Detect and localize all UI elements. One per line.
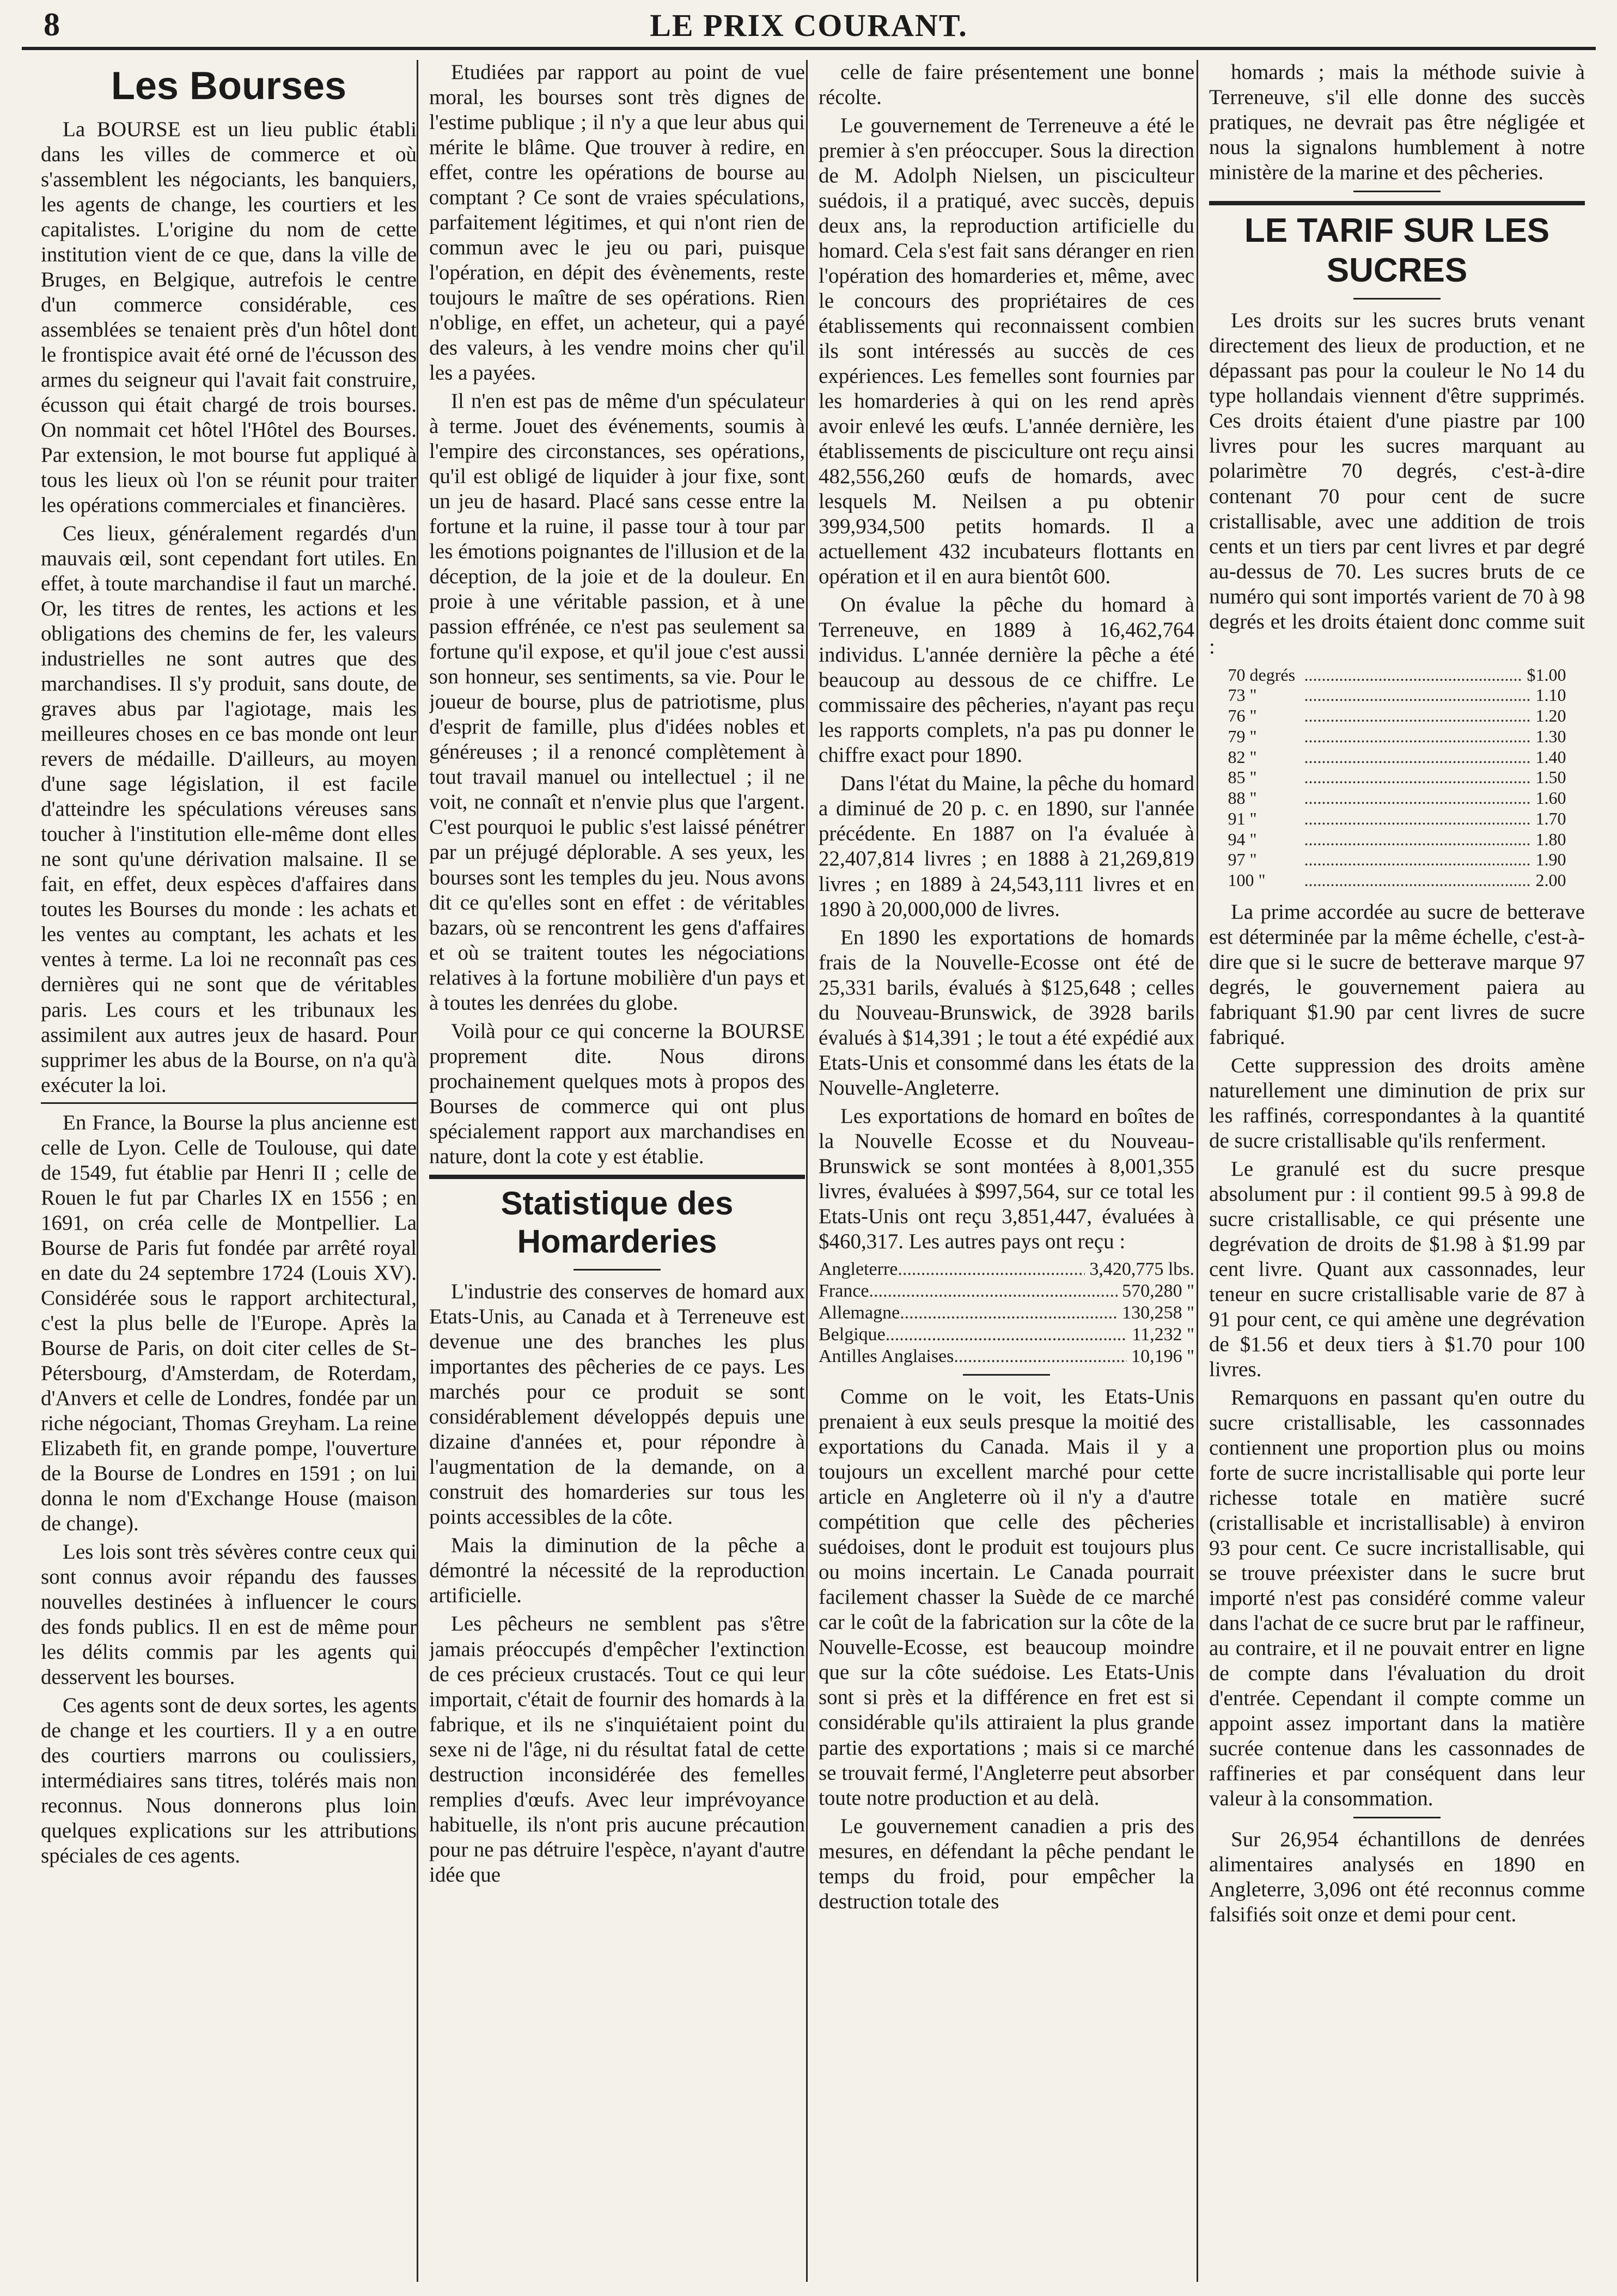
column-rule [1197,60,1198,2282]
article-heading-sucres: LE TARIF SUR LES SUCRES [1244,212,1550,290]
section-rule [1353,1817,1441,1818]
degree-cell: 82 " [1228,747,1257,767]
page-header [22,3,1596,50]
table-row [1228,767,1566,788]
paragraph: Les lois sont très sévères contre ceux qui sont connus avoir répandu des fausses nouvelles destinées à influencer le cours des fonds publics. Il en est de même pour les délits commis par les agents qui desservent les bourses. [41,1540,417,1689]
paragraph: La prime accordée au sucre de betterave est déterminée par la même échelle, c'est-à-dire que si le sucre de betterave marque 97 degrés, le gouvernement paiera au fabriquant $1.90 par cent livres de sucre fabriqué. [1209,900,1585,1049]
table-row [819,1302,1194,1324]
table-row [1228,685,1566,706]
column-rule [417,60,418,2282]
column-2 [429,60,805,2282]
paragraph: Mais la diminution de la pêche a démontré la nécessité de la reproduction artificielle. [429,1534,805,1608]
sugar-duty-table [1228,665,1566,891]
country-name: France [819,1280,869,1301]
paragraph: Sur 26,954 échantillons de denrées alimentaires analysés en 1890 en Angleterre, 3,096 ont été reconnus comme falsifiés soit onze et demi pour cent. [1209,1828,1585,1927]
degree-cell: 76 " [1228,706,1257,726]
column-3 [819,60,1194,2282]
duty-cell: 1.50 [1535,767,1566,787]
table-row [1228,870,1566,891]
article-divider [1209,201,1585,205]
degree-cell: 73 " [1228,685,1257,705]
paragraph: En 1890 les exportations de homards frais de la Nouvelle-Ecosse ont été de 25,331 barils, évalués à $125,648 ; celles du Nouveau-Brunswick, de 3928 barils évalués à $14,391 ; le tout a été expédié aux Etats-Unis et consommé dans les états de la Nouvelle-Angleterre. [819,925,1194,1100]
paragraph: Dans l'état du Maine, la pêche du homard a diminué de 20 p. c. en 1890, sur l'année précédente. En 1887 on l'a évaluée à 22,407,814 livres ; en 1888 à 21,269,819 livres ; en 1889 à 24,543,111 livres et en 1890 à 20,000,000 de livres. [819,772,1194,921]
degree-cell: 97 " [1228,850,1257,870]
duty-cell: 2.00 [1535,870,1566,890]
section-rule [963,1374,1050,1376]
paragraph: Le granulé est du sucre presque absolument pur : il contient 99.5 à 99.8 de sucre cristallisable, ce qui présente une degrévation de droits de $1.98 à $1.99 par cent livre. Quant aux cassonnades, leur teneur en sucre cristallisable varie de 87 à 91 pour cent, ce qui amène une degrévation de $1.56 et deux tiers à $1.70 pour 100 livres. [1209,1157,1585,1382]
paragraph: Ces agents sont de deux sortes, les agents de change et les courtiers. Il y a en outre des courtiers marrons ou coulissiers, intermédiaires sans titres, tolérés mais non reconnus. Nous donnerons plus loin quelques explications sur les attributions spéciales de ces agents. [41,1693,417,1868]
paragraph: Les pêcheurs ne semblent pas s'être jamais préoccupés d'empêcher l'extinction de ces précieux crustacés. Tout ce qui leur importait, c'était de fournir des homards à la fabrique, et ils ne s'inquiétaient point du sexe ni de l'âge, ni du résultat fatal de cette destruction inconsidérée des femelles remplies d'œufs. Avec leur imprévoyance habituelle, ils n'ont pris aucune précaution pour ne pas détruire l'espèce, n'ayant d'autre idée que [429,1612,805,1886]
paragraph: homards ; mais la méthode suivie à Terreneuve, s'il elle donne des succès pratiques, ne devrait pas être négligée et nous la signalons humblement à notre ministère de la marine et des pêcheries. [1209,60,1585,185]
table-row [1228,747,1566,768]
paragraph: Le gouvernement de Terreneuve a été le premier à s'en préoccuper. Sous la direction de M. Adolph Nielsen, un pisciculteur suédois, il a pratiqué, avec succès, depuis deux ans, la reproduction artificielle du homard. Cela s'est fait sans déranger en rien l'opération des homarderies et, même, avec le concours des propriétaires de ces établissements qui reconnaissent combien ils sont intéressés au succès de ces expériences. Les femelles sont fournies par les homarderies à qui on les rend après avoir enlevé les œufs. L'année dernière, les établissements de pisciculture ont reçu ainsi 482,556,260 œufs de homards, avec lesquels M. Neilsen a pu obtenir 399,934,500 petits homards. Il a actuellement 432 incubateurs flottants en opération et il en aura bientôt 600. [819,114,1194,589]
degree-cell: 79 " [1228,726,1257,746]
page-number: 8 [44,7,60,42]
duty-cell: $1.00 [1527,664,1566,685]
duty-cell: 1.90 [1535,850,1566,870]
paragraph: Remarquons en passant qu'en outre du sucre cristallisable, les cassonnades contiennent une proportion plus ou moins forte de sucre incristallisable qui porte leur richesse totale en matière sucré (cristallisable et incristallisable) à environ 93 pour cent. Ce sucre incristallisable, qui se trouve préexister dans le sucre brut importé n'est pas considéré comme valeur dans l'achat de ce sucre brut par le raffineur, au contraire, et il ne pouvait entrer en ligne de compte dans l'évaluation du droit d'entrée. Cependant il compte comme un appoint assez important dans la matière sucrée contenue dans les cassonnades de raffineries et par conséquent dans leur valeur à la consommation. [1209,1386,1585,1811]
export-value: 11,232 " [1132,1324,1194,1345]
export-value: 3,420,775 lbs. [1089,1259,1194,1279]
paragraph: celle de faire présentement une bonne récolte. [819,60,1194,109]
paragraph: Il n'en est pas de même d'un spéculateur à terme. Jouet des événements, soumis à l'empire des circonstances, ses opérations, qu'il est obligé de liquider à jour fixe, sont un jeu de hasard. Placé sans cesse entre la fortune et la ruine, il passe tour à tour par les émotions poignantes de l'illusion et de la déception, de la joie et de la douleur. En proie à une véritable passion, et à une passion effrénée, ce n'est pas seulement sa fortune qu'il expose, et qu'il joue c'est aussi son honneur, ses sentiments, sa vie. Pour le joueur de bourse, plus de patriotisme, plus d'esprit de famille, plus d'idées nobles et généreuses ; il a renoncé complètement à tout travail manuel ou intellectuel ; il ne voit, ne connaît et n'envie plus que l'argent. C'est pourquoi le public s'est laissé pénétrer par un préjugé déplorable. A ses yeux, les bourses sont les temples du jeu. Nous avons dit ce qu'elles sont en effet : de véritables bazars, où se rencontrent les gens d'affaires et où se traitent toutes les négociations relatives à la fortune mobilière d'un pays et à toutes les denrées du globe. [429,389,805,1015]
country-name: Allemagne [819,1302,900,1323]
duty-cell: 1.10 [1535,685,1566,705]
paragraph: Voilà pour ce qui concerne la BOURSE proprement dite. Nous dirons prochainement quelques mots à propos des Bourses de commerce qui ont plus spécialement rapport aux marchandises en nature, dont la cote y est établie. [429,1019,805,1168]
newspaper-title: LE PRIX COURANT. [650,8,968,43]
exports-table [819,1259,1194,1368]
table-row [819,1346,1194,1367]
duty-cell: 1.40 [1535,747,1566,767]
article-heading-homarderies: Statistique des Homarderies [501,1184,734,1260]
article-divider [429,1175,805,1179]
table-row [819,1324,1194,1346]
paragraph: En France, la Bourse la plus ancienne est celle de Lyon. Celle de Toulouse, qui date de 1549, fut établie par Henri II ; celle de Rouen le fut par Charles IX en 1556 ; en 1691, on créa celle de Montpellier. La Bourse de Paris fut fondée par arrêté royal en date du 24 septembre 1724 (Louis XV). Considérée sous le rapport architectural, c'est la plus belle de l'Europe. Après la Bourse de Paris, on doit citer celles de St-Pétersbourg, d'Amsterdam, de Roterdam, d'Anvers et celle de Londres, fondée par un riche négociant, Thomas Greyham. La reine Elizabeth fit, en grande pompe, l'ouverture de la Bourse de Londres en 1591 ; on lui donna le nom d'Exchange House (maison de change). [41,1110,417,1535]
degree-cell: 91 " [1228,808,1257,828]
paragraph: Comme on le voit, les Etats-Unis prenaient à eux seuls presque la moitié des exportations du Canada. Mais il y a toujours un excellent marché pour cette article en Angleterre où il n'y a d'autre compétition que celle des pêcheries suédoises, dont le produit est toujours plus ou moins incertain. Le Canada pourrait facilement chasser la Suède de ce marché car le coût de la fabrication sur la côte de la Nouvelle-Ecosse, est beaucoup moindre que sur la côte suédoise. Les Etats-Unis sont si près et la différence en fret est si considérable qu'ils attiraient la plus grande partie des exportations ; mais si ce marché se trouvait fermé, l'Angleterre peut absorber toute notre production et au delà. [819,1385,1194,1810]
table-row [819,1259,1194,1280]
degree-cell: 100 " [1228,870,1266,890]
export-value: 570,280 " [1122,1280,1194,1301]
table-row [1228,850,1566,870]
table-row [1228,788,1566,809]
paragraph: Etudiées par rapport au point de vue moral, les bourses sont très dignes de l'estime publique ; il n'y a que leur abus qui mérite le blâme. Que trouver à redire, en effet, contre les opérations de bourse au comptant ? Ce sont de vraies spéculations, parfaitement légitimes, et qui n'ont rien de commun avec le jeu ou pari, puisque l'opération, en dépit des évènements, reste toujours le maître de ses opérations. Rien n'oblige, en effet, un acheteur, qui a payé des valeurs, à les vendre moins cher qu'il les a payées. [429,60,805,385]
degree-cell: 70 degrés [1228,664,1296,685]
country-name: Belgique [819,1324,886,1345]
section-rule [1353,191,1441,192]
column-4 [1209,60,1585,2282]
paragraph: Cette suppression des droits amène naturellement une diminution de prix sur les raffinés, correspondantes à la quantité de sucre cristallisable qu'ils renferment. [1209,1053,1585,1152]
paragraph: La BOURSE est un lieu public établi dans les villes de commerce et où s'assemblent les négociants, les banquiers, les agents de change, les courtiers et les capitalistes. L'origine du nom de cette institution vient de ce que, dans la ville de Bruges, en Belgique, autrefois le centre d'un commerce considérable, ces assemblées se tenaient près d'un hôtel dont le frontispice avait été orné de l'écusson des armes du seigneur qui l'avait fait construire, écusson qui était chargé de trois bourses. On nommait cet hôtel l'Hôtel des Bourses. Par extension, le mot bourse fut appliqué à tous les lieux où l'on se réunit pour traiter les opérations commerciales et financières. [41,117,417,517]
duty-cell: 1.70 [1535,808,1566,828]
duty-cell: 1.60 [1535,788,1566,808]
table-row [1228,706,1566,726]
article-heading-bourses: Les Bourses [111,64,347,108]
export-value: 130,258 " [1122,1302,1194,1323]
table-row [1228,665,1566,686]
table-row [819,1280,1194,1302]
duty-cell: 1.80 [1535,829,1566,849]
export-value: 10,196 " [1131,1346,1194,1367]
paragraph: On évalue la pêche du homard à Terreneuve, en 1889 à 16,462,764 individus. L'année dernière la pêche a été beaucoup au dessous de ce chiffre. Le commissaire des pêcheries, n'ayant pas reçu les rapports complets, n'a pas pu donner le chiffre exact pour 1890. [819,593,1194,767]
duty-cell: 1.30 [1535,726,1566,746]
country-name: Angleterre [819,1259,898,1279]
table-row [1228,726,1566,747]
degree-cell: 88 " [1228,788,1257,808]
duty-cell: 1.20 [1535,706,1566,726]
paragraph: Ces lieux, généralement regardés d'un mauvais œil, sont cependant fort utiles. En effet, à toute marchandise il faut un marché. Or, les titres de rentes, les actions et les obligations des chemins de fer, les valeurs industrielles ne sont autres que des marchandises. Il s'y produit, sans doute, de graves abus par l'agiotage, mais les meilleures choses en ce bas monde ont leur revers de médaille. D'ailleurs, au moyen d'une sage législation, il est facile d'atteindre les spéculations véreuses sans toucher à l'institution elle-même dont elles ne sont qu'une dérivation malsaine. Il se fait, en effet, deux espèces d'affaires dans toutes les Bourses du monde : les achats et les ventes au comptant, les achats et les ventes à terme. La loi ne reconnaît pas ces dernières qui ne sont que de véritables paris. Les cours et les tribunaux les assimilent aux autres jeux de hasard. Pour supprimer les abus de la Bourse, on n'a qu'à exécuter la loi. [41,522,417,1097]
paragraph: Les droits sur les sucres bruts venant directement des lieux de production, et ne dépassant pas pour la couleur le No 14 du type hollandais viennent d'être supprimés. Ces droits étaient d'une piastre par 100 livres pour les sucres marquant au polarimètre 70 degrés, c'est-à-dire contenant 70 pour cent de sucre cristallisable, avec une addition de trois cents et un tiers par cent livres et par degré au-dessus de 70. Les sucres bruts de ce numéro qui sont importés varient de 70 à 98 degrés et les droits étaient donc comme suit : [1209,309,1585,658]
column-1 [41,60,417,2282]
paragraph: L'industrie des conserves de homard aux Etats-Unis, au Canada et à Terreneuve est devenue une des branches les plus importantes des pêcheries de ce pays. Les marchés pour ce produit se sont considérablement développés depuis une dizaine d'années et, pour répondre à l'augmentation de la demande, on a construit des homarderies sur tous les points accessibles de la côte. [429,1280,805,1529]
table-row [1228,809,1566,829]
heading-rule [1353,298,1441,300]
country-name: Antilles Anglaises [819,1346,954,1367]
paragraph: Les exportations de homard en boîtes de la Nouvelle Ecosse et du Nouveau-Brunswick se sont montées à 8,001,355 livres, évaluées à $997,564, sur ce total les Etats-Unis ont reçu 3,851,447, évaluées à $460,317. Les autres pays ont reçu : [819,1104,1194,1253]
column-rule [806,60,808,2282]
table-row [1228,829,1566,850]
paragraph: Le gouvernement canadien a pris des mesures, en défendant la pêche pendant le temps du froid, pour empêcher la destruction totale des [819,1814,1194,1913]
heading-rule [573,1269,661,1271]
degree-cell: 94 " [1228,829,1257,849]
degree-cell: 85 " [1228,767,1257,787]
section-divider [41,1102,417,1104]
